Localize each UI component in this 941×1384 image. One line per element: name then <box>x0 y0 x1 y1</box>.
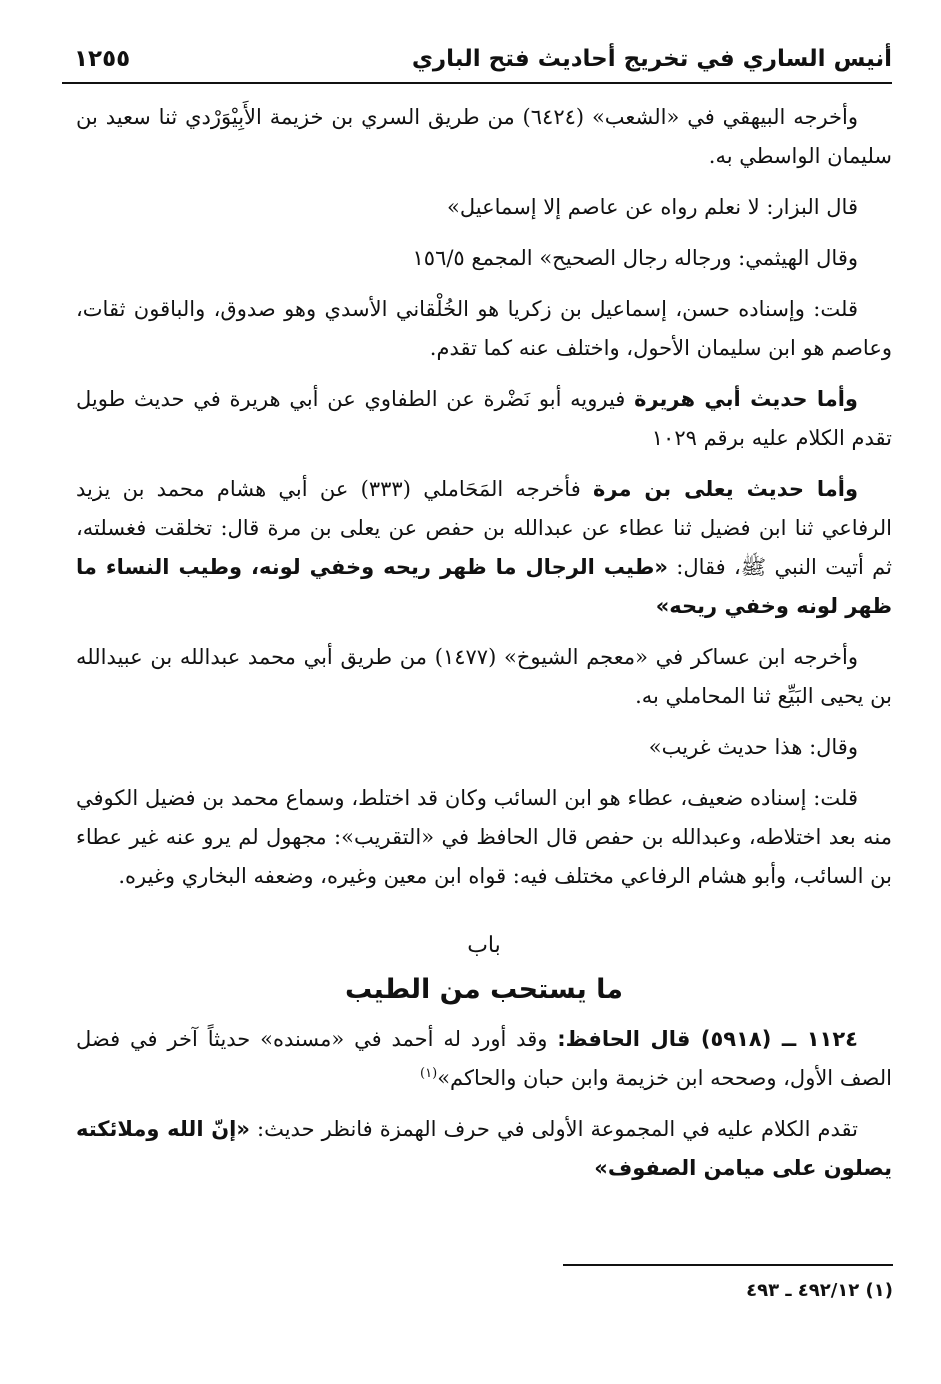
page-header <box>62 38 892 84</box>
paragraph-text: وقال الهيثمي: ورجاله رجال الصحيح» المجمع ١٥٦/٥ <box>412 246 858 270</box>
paragraph-text: فيرويه أبو نَضْرة عن الطفاوي عن أبي هريرة في حديث طويل تقدم الكلام عليه برقم ١٠٢٩ <box>76 387 892 450</box>
hadith-entry <box>76 1020 892 1098</box>
paragraph-assessment <box>76 290 892 368</box>
paragraph-bayhaqi <box>76 98 892 176</box>
footnote-divider <box>563 1264 893 1266</box>
paragraph-text: فأخرجه المَحَاملي (٣٣٣) عن أبي هشام محمد بن يزيد الرفاعي ثنا ابن فضيل ثنا عطاء عن عبدالله بن حفص عن يعلى بن مرة قال: تخلقت فغسلته، ثم أتيت النبي ﷺ، فقال: <box>76 477 892 579</box>
page-body <box>76 98 892 1200</box>
footnote: (١) ٤٩٢/١٢ ـ ٤٩٣ <box>746 1280 893 1301</box>
paragraph-ibn-asakir <box>76 638 892 716</box>
paragraph-text: تقدم الكلام عليه في المجموعة الأولى في حرف الهمزة فانظر حديث: <box>249 1117 858 1141</box>
paragraph-text: قال البزار: لا نعلم رواه عن عاصم إلا إسماعيل» <box>447 195 858 219</box>
paragraph-text: وقد أورد له أحمد في «مسنده» حديثاً آخر في فضل الصف الأول، وصححه ابن خزيمة وابن حبان والحاكم» <box>76 1027 892 1090</box>
paragraph-gharib <box>76 728 892 767</box>
paragraph-text: وأخرجه البيهقي في «الشعب» (٦٤٢٤) من طريق السري بن خزيمة الأَبِيْوَرْدي ثنا سعيد بن سليمان الواسطي به. <box>76 105 892 168</box>
paragraph-lead: وأما حديث يعلى بن مرة <box>593 477 859 501</box>
paragraph-yala <box>76 470 892 626</box>
paragraph-text: وقال: هذا حديث غريب» <box>648 735 858 759</box>
paragraph-text: قلت: إسناده ضعيف، عطاء هو ابن السائب وكان قد اختلط، وسماع محمد بن فضيل الكوفي منه بعد اختلاطه، وعبدالله بن حفص قال الحافظ في «التقريب»: مجهول لم يرو عنه غير عطاء بن السائب، وأبو هشام الرفاعي مختلف فيه: قواه ابن معين وغيره، وضعفه البخاري وغيره. <box>76 786 892 888</box>
paragraph-haythami <box>76 239 892 278</box>
chapter-label: باب <box>467 933 501 958</box>
footnote-marker: (١) <box>420 1066 438 1081</box>
hadith-number: ١١٢٤ ــ (٥٩١٨) قال الحافظ: <box>557 1027 858 1051</box>
paragraph-bazzar <box>76 188 892 227</box>
paragraph-closing <box>76 1110 892 1188</box>
paragraph-text: وأخرجه ابن عساكر في «معجم الشيوخ» (١٤٧٧) من طريق أبي محمد عبدالله بن عبيدالله بن يحيى البَيِّع ثنا المحاملي به. <box>76 645 892 708</box>
paragraph-abu-hurayra <box>76 380 892 458</box>
paragraph-lead: وأما حديث أبي هريرة <box>634 387 858 411</box>
paragraph-text: قلت: وإسناده حسن، إسماعيل بن زكريا هو الخُلْقاني الأسدي وهو صدوق، والباقون ثقات، وعاصم هو ابن سليمان الأحول، واختلف عنه كما تقدم. <box>76 297 892 360</box>
running-title: أنيس الساري في تخريج أحاديث فتح الباري <box>411 46 892 72</box>
hadith-quote: «طيب الرجال ما ظهر ريحه وخفي لونه، وطيب النساء ما ظهر لونه وخفي ريحه» <box>76 555 892 618</box>
page-number: ١٢٥٥ <box>74 46 131 72</box>
hadith-quote: «إنّ الله وملائكته يصلون على ميامن الصفوف» <box>76 1117 892 1180</box>
chapter-title: ما يستحب من الطيب <box>344 974 624 1005</box>
paragraph-weak-chain <box>76 779 892 896</box>
